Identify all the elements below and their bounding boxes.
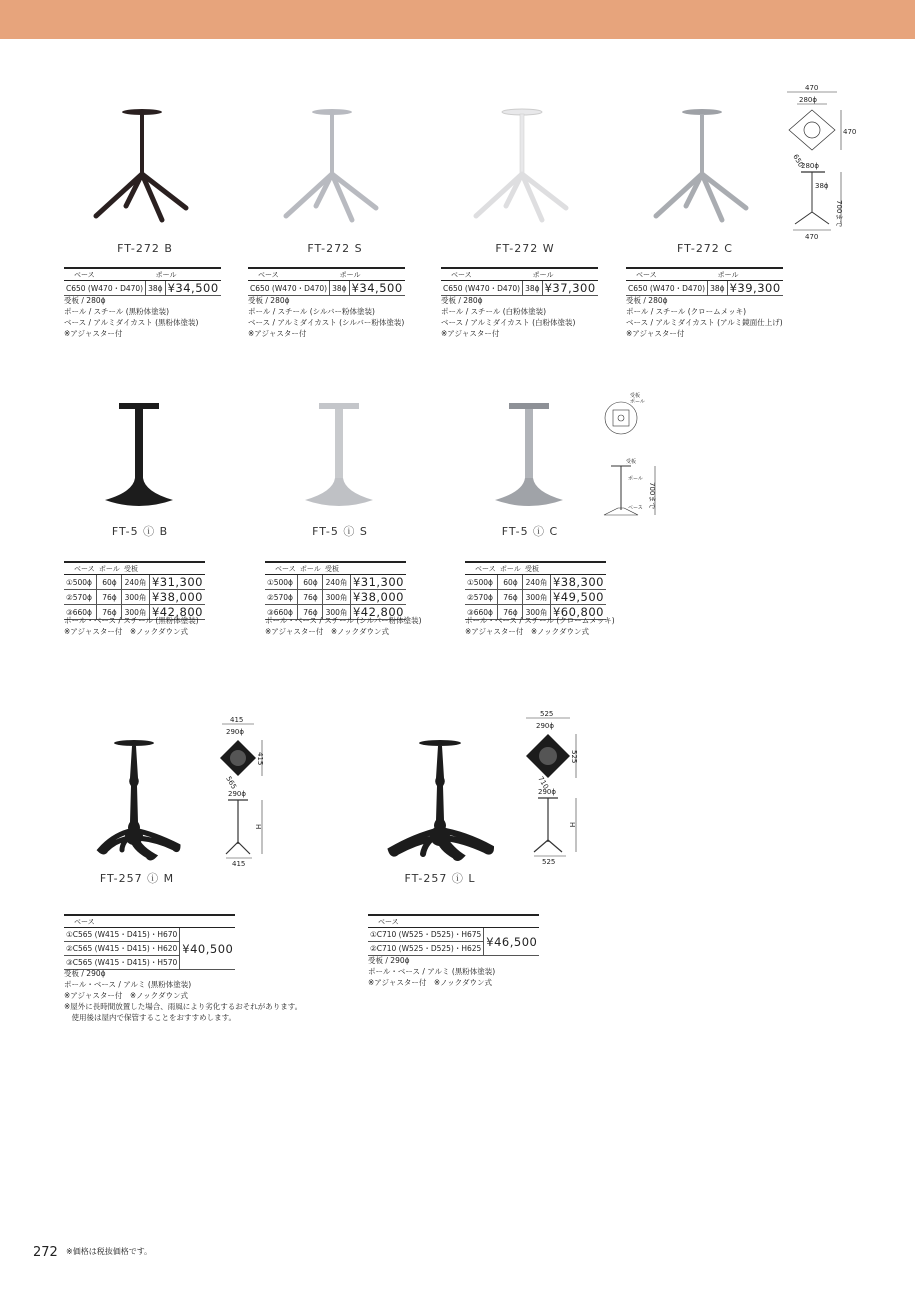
table-row: ②570ϕ 76ϕ 300角 ¥38,000 <box>267 590 404 604</box>
table-row: ②C565 (W415・D415)・H620 <box>64 942 235 956</box>
dimm-h: H <box>254 824 262 830</box>
dim5-base: ベース <box>628 505 643 511</box>
notes-ft272b: 受板 / 280ϕ ポール / スチール (黒粉体塗装) ベース / アルミダイカスト (黒粉体塗装) ※アジャスター付 <box>64 296 199 338</box>
diml-base: 525 <box>542 858 556 866</box>
model-ft257m: FT-257 ⓘ M <box>99 872 175 885</box>
model-ft272c: FT-272 C <box>677 242 733 255</box>
dim5-h: 700まで <box>648 482 656 510</box>
spec-table-ft257m: ベース ①C565 (W415・D415)・H670 ¥40,500 ②C565 (W415・D415)・H620 ③C565 (W415・D415)・H570 <box>64 914 235 970</box>
dim-top-2: 280ϕ <box>801 162 819 170</box>
diml-top-2: 290ϕ <box>538 788 556 796</box>
ft272b-image <box>90 108 200 228</box>
ft257m-image <box>92 738 192 863</box>
spec-table-ft272w: ベース ポール C650 (W470・D470) 38ϕ ¥37,300 <box>441 267 598 296</box>
table-row: ②570ϕ 76ϕ 300角 ¥49,500 <box>467 590 604 604</box>
notes-ft5c: ポール・ベース / スチール (クロームメッキ) ※アジャスター付 ※ノックダウン式 <box>465 616 615 636</box>
spec-table-ft272c: ベース ポール C650 (W470・D470) 38ϕ ¥39,300 <box>626 267 783 296</box>
notes-ft5b: ポール・ベース / スチール (黒粉体塗装) ※アジャスター付 ※ノックダウン式 <box>64 616 199 636</box>
page-number: 272 <box>33 1245 58 1260</box>
spec-table-ft5c: ベース ポール 受板 ①500ϕ 60ϕ 240角 ¥38,300 ②570ϕ 76ϕ 300角 ¥49,500 ③660ϕ 76ϕ 300角 ¥60,800 <box>465 561 606 620</box>
dimm-c: 565 <box>224 775 238 791</box>
ft5-dimension-drawing <box>598 390 668 520</box>
table-row: ③660ϕ 76ϕ 300角 ¥60,800 <box>467 605 604 619</box>
notes-ft272w: 受板 / 280ϕ ポール / スチール (白粉体塗装) ベース / アルミダイカスト (白粉体塗装) ※アジャスター付 <box>441 296 576 338</box>
ft272s-image <box>280 108 390 228</box>
dim-h: 700まで <box>835 200 843 228</box>
notes-ft272s: 受板 / 280ϕ ポール / スチール (シルバー粉体塗装) ベース / アルミダイカスト (シルバー粉体塗装) ※アジャスター付 <box>248 296 405 338</box>
ft257l-image <box>385 738 500 863</box>
dim-base: 470 <box>805 233 819 241</box>
spec-table-ft272s: ベース ポール C650 (W470・D470) 38ϕ ¥34,500 <box>248 267 405 296</box>
ft5s-image <box>295 400 385 515</box>
ft272w-image <box>470 108 580 228</box>
col-pole: ポール <box>146 268 221 281</box>
model-ft272b: FT-272 B <box>117 242 173 255</box>
model-ft272s: FT-272 S <box>307 242 363 255</box>
col-base: ベース <box>64 268 146 281</box>
table-row: ①C710 (W525・D525)・H675 ¥46,500 <box>368 928 539 942</box>
table-row: ③660ϕ 76ϕ 300角 ¥42,800 <box>267 605 404 619</box>
dimm-w: 415 <box>230 716 244 724</box>
table-row: C650 (W470・D470) 38ϕ ¥37,300 <box>443 281 596 295</box>
tax-footnote: ※価格は税抜価格です。 <box>66 1247 153 1256</box>
ft5b-image <box>95 400 185 515</box>
model-ft272w: FT-272 W <box>495 242 555 255</box>
model-ft257l: FT-257 ⓘ L <box>404 872 476 885</box>
diml-d: 525 <box>570 750 578 764</box>
table-row: ①500ϕ 60ϕ 240角 ¥38,300 <box>467 575 604 589</box>
price: ¥46,500 <box>484 928 540 956</box>
table-row: ①C565 (W415・D415)・H670 ¥40,500 <box>64 928 235 942</box>
dimm-d: 415 <box>256 752 264 766</box>
dim-top: 280ϕ <box>799 96 817 104</box>
table-row: ②570ϕ 76ϕ 300角 ¥38,000 <box>66 590 203 604</box>
diml-h: H <box>568 822 576 828</box>
spec-table-ft272b <box>64 267 221 296</box>
price: ¥40,500 <box>180 928 236 970</box>
dim-c: 650 <box>791 153 805 169</box>
dim-d: 470 <box>843 128 857 136</box>
table-row: C650 (W470・D470) 38ϕ ¥34,500 <box>250 281 403 295</box>
dim5-plate-2: 受板 <box>626 459 637 465</box>
notes-ft257l: 受板 / 290ϕ ポール・ベース / アルミ (黒粉体塗装) ※アジャスター付 ※ノックダウン式 <box>368 956 496 987</box>
spec-table-ft5b: ベース ポール 受板 ①500ϕ 60ϕ 240角 ¥31,300 ②570ϕ 76ϕ 300角 ¥38,000 ③660ϕ 76ϕ 300角 ¥42,800 <box>64 561 205 620</box>
dim5-pole: ポール <box>630 399 645 405</box>
ft257l-dimension-drawing <box>516 706 586 866</box>
diml-top: 290ϕ <box>536 722 554 730</box>
model-ft5c: FT-5 ⓘ C <box>501 525 559 538</box>
model-ft5b: FT-5 ⓘ B <box>111 525 169 538</box>
dim-w: 470 <box>805 84 819 92</box>
dimm-top: 290ϕ <box>226 728 244 736</box>
table-row: ①500ϕ 60ϕ 240角 ¥31,300 <box>66 575 203 589</box>
table-row: ③660ϕ 76ϕ 300角 ¥42,800 <box>66 605 203 619</box>
spec-table-ft5s: ベース ポール 受板 ①500ϕ 60ϕ 240角 ¥31,300 ②570ϕ 76ϕ 300角 ¥38,000 ③660ϕ 76ϕ 300角 ¥42,800 <box>265 561 406 620</box>
ft257m-dimension-drawing <box>212 712 272 867</box>
table-row: ③C565 (W415・D415)・H570 <box>64 956 235 970</box>
notes-ft272c: 受板 / 280ϕ ポール / スチール (クロームメッキ) ベース / アルミダイカスト (アルミ鏡面仕上げ) ※アジャスター付 <box>626 296 783 338</box>
dimm-top-2: 290ϕ <box>228 790 246 798</box>
dim5-pole-2: ポール <box>628 476 643 482</box>
table-row: C650 (W470・D470) 38ϕ ¥34,500 <box>66 281 219 295</box>
ft272-dimension-drawing <box>775 82 855 242</box>
table-row: ①500ϕ 60ϕ 240角 ¥31,300 <box>267 575 404 589</box>
table-row: C650 (W470・D470) 38ϕ ¥39,300 <box>628 281 781 295</box>
dim5-plate: 受板 <box>630 393 641 399</box>
diml-c: 710 <box>536 775 550 791</box>
header-bar <box>0 0 915 39</box>
dim-pole: 38ϕ <box>815 182 829 190</box>
table-row: ②C710 (W525・D525)・H625 <box>368 942 539 956</box>
notes-ft257m: 受板 / 290ϕ ポール・ベース / アルミ (黒粉体塗装) ※アジャスター付 ※ノックダウン式 ※屋外に長時間放置した場合、雨風により劣化するおそれがあります。 使用後は屋内で保管することをおすすめします。 <box>64 969 303 1022</box>
notes-ft5s: ポール・ベース / スチール (シルバー粉体塗装) ※アジャスター付 ※ノックダウン式 <box>265 616 422 636</box>
diml-w: 525 <box>540 710 554 718</box>
ft272c-image <box>650 108 760 228</box>
dimm-base: 415 <box>232 860 246 868</box>
ft5c-image <box>485 400 575 515</box>
spec-table-ft257l: ベース ①C710 (W525・D525)・H675 ¥46,500 ②C710 (W525・D525)・H625 <box>368 914 539 956</box>
model-ft5s: FT-5 ⓘ S <box>312 525 368 538</box>
